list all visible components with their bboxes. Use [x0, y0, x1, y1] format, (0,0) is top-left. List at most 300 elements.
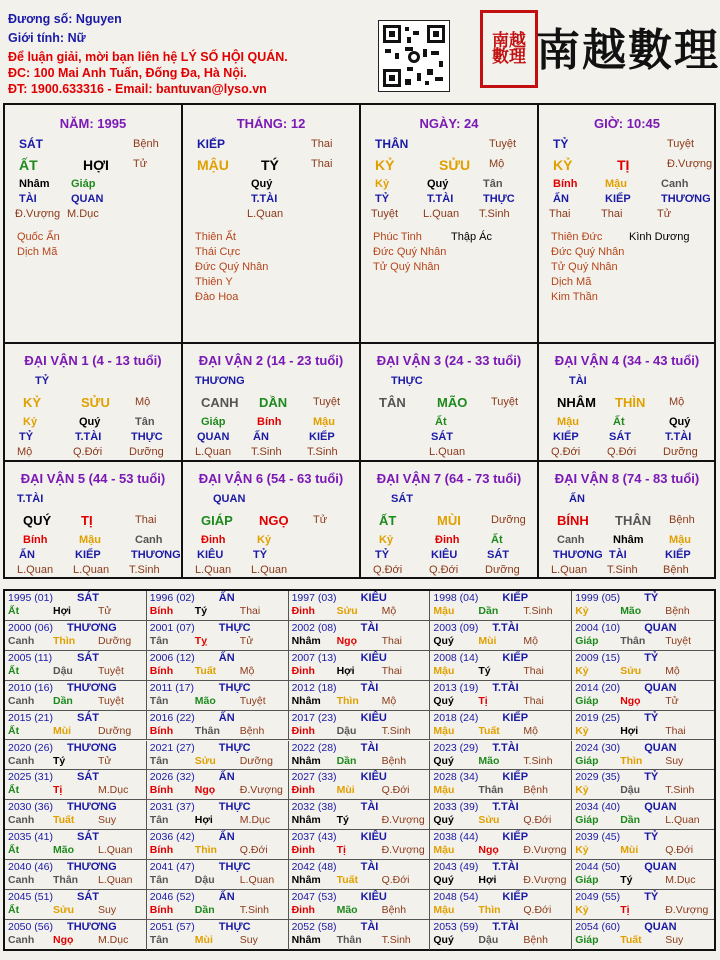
seal-text: 南越數理 — [492, 31, 526, 67]
year-branch: Thìn — [620, 754, 643, 767]
year-cell[interactable] — [572, 591, 714, 621]
pillar-title: THÁNG: 12 — [236, 116, 306, 131]
dai-van-cell[interactable] — [183, 344, 359, 460]
year-label: 2046 (52) — [149, 891, 195, 903]
year-label: 2003 (09) — [433, 621, 479, 634]
year-branch: Thìn — [194, 844, 217, 857]
year-label: 2022 (28) — [291, 741, 337, 754]
year-stem: Canh — [8, 814, 35, 827]
hidden-stem: Ất — [491, 534, 503, 546]
year-label: 2037 (43) — [291, 831, 337, 844]
hidden-stem: Kỷ — [379, 534, 394, 546]
year-cell[interactable] — [572, 651, 714, 681]
qr-code-icon[interactable] — [378, 20, 450, 92]
year-god: TỶ — [644, 891, 659, 903]
year-label: 2015 (21) — [8, 711, 53, 724]
year-god: ẤN — [218, 771, 235, 784]
year-stage: Tuyệt — [665, 634, 692, 647]
year-stem: Quý — [433, 814, 454, 827]
year-god: QUAN — [644, 861, 677, 874]
year-stage: Tuyệt — [239, 694, 266, 707]
year-label: 2036 (42) — [149, 831, 195, 844]
year-stage: Q.Đới — [239, 844, 268, 857]
year-stage: Q.Đới — [381, 784, 410, 797]
annual-luck-table — [3, 589, 716, 951]
year-stem: Đinh — [291, 844, 315, 857]
year-cell[interactable] — [289, 621, 431, 651]
pillar-cell[interactable] — [539, 105, 715, 342]
hidden-stem: Đinh — [435, 534, 460, 546]
year-stage: Suy — [239, 933, 258, 946]
year-cell[interactable] — [572, 621, 714, 651]
dai-van-stem: CANH — [201, 395, 239, 410]
year-branch: Dần — [336, 754, 357, 767]
year-god: ẤN — [218, 831, 235, 844]
hidden-stem: Quý — [251, 178, 273, 190]
year-god: KIẾP — [502, 771, 529, 784]
year-god: SÁT — [77, 711, 99, 724]
dai-van-stage: Mộ — [135, 396, 151, 408]
year-cell[interactable] — [147, 711, 289, 741]
year-cell[interactable] — [572, 800, 714, 830]
dai-van-title: ĐẠI VẬN 1 (4 - 13 tuổi) — [24, 353, 162, 368]
year-stem: Bính — [149, 904, 174, 916]
year-stage: Q.Đới — [381, 874, 410, 887]
dai-van-branch: MÃO — [437, 395, 468, 410]
year-stem: Nhâm — [291, 933, 321, 946]
year-cell[interactable] — [147, 800, 289, 830]
year-cell[interactable] — [572, 741, 714, 771]
year-label: 2048 (54) — [433, 891, 479, 903]
pillar-branch-stage: Tử — [133, 158, 148, 170]
year-branch: Mùi — [620, 844, 639, 857]
hidden-stage: Tuyệt — [371, 208, 399, 220]
year-stage: T.Sinh — [523, 754, 553, 767]
year-cell[interactable] — [147, 770, 289, 800]
year-cell[interactable] — [5, 711, 147, 741]
dai-van-stem: BÍNH — [557, 513, 589, 528]
dai-van-branch: TỊ — [81, 513, 93, 528]
hidden-stem: Ất — [435, 416, 447, 428]
year-label: 2042 (48) — [291, 861, 337, 874]
year-label: 2029 (35) — [575, 771, 621, 784]
year-label: 2025 (31) — [8, 771, 53, 784]
hidden-god: KIẾP — [665, 549, 691, 561]
year-branch: Sửu — [194, 754, 216, 767]
year-branch: Tuất — [478, 724, 500, 737]
year-god: TỶ — [644, 651, 659, 664]
year-label: 2054 (60) — [575, 920, 621, 933]
year-branch: Tý — [194, 605, 208, 617]
year-label: 2009 (15) — [575, 651, 621, 664]
pillar-cell[interactable] — [183, 105, 359, 342]
year-label: 2023 (29) — [433, 741, 479, 754]
year-label: 2018 (24) — [433, 711, 479, 724]
year-cell[interactable] — [5, 770, 147, 800]
star-item: Đức Quý Nhân — [551, 246, 625, 258]
year-branch: Dậu — [478, 933, 499, 946]
year-label: 2038 (44) — [433, 831, 479, 844]
hidden-stage: L.Quan — [195, 446, 232, 458]
hidden-god: ẤN — [253, 431, 269, 443]
year-stage: Suy — [665, 933, 684, 946]
hidden-god: THỰC — [131, 431, 163, 443]
hidden-stage: L.Quan — [423, 208, 460, 220]
year-stem: Kỷ — [575, 605, 589, 617]
star-item: Đức Quý Nhân — [373, 246, 447, 258]
year-cell[interactable] — [289, 920, 431, 950]
year-stem: Mậu — [433, 904, 455, 916]
year-branch: Mão — [478, 754, 500, 767]
year-god: THỰC — [218, 861, 251, 874]
dai-van-stage: Mộ — [669, 396, 685, 408]
year-stem: Ất — [8, 784, 20, 797]
hidden-god: THỰC — [483, 193, 515, 205]
year-label: 2012 (18) — [291, 681, 337, 694]
year-cell[interactable] — [572, 920, 714, 950]
year-stem: Nhâm — [291, 874, 321, 887]
year-label: 2000 (06) — [8, 621, 53, 634]
year-cell[interactable] — [289, 681, 431, 711]
year-stem: Canh — [8, 694, 35, 707]
contact-phone-email: ĐT: 1900.633316 - Email: bantuvan@lyso.vn — [8, 82, 267, 96]
year-stage: Bệnh — [523, 933, 548, 946]
dai-van-cell[interactable] — [361, 462, 537, 578]
year-cell[interactable] — [147, 890, 289, 920]
year-stem: Bính — [149, 664, 174, 677]
year-cell[interactable] — [572, 890, 714, 920]
hidden-stage: Dưỡng — [485, 564, 520, 576]
year-branch: Tị — [478, 694, 488, 707]
year-stage: Mộ — [523, 634, 538, 647]
year-cell[interactable] — [430, 741, 572, 771]
hidden-stage: L.Quan — [429, 446, 466, 458]
star-item: Thái Cực — [195, 246, 241, 258]
star-item: Quốc Ấn — [17, 231, 60, 243]
year-stem: Quý — [433, 754, 454, 767]
year-god: THƯƠNG — [67, 741, 117, 754]
year-cell[interactable] — [289, 830, 431, 860]
year-cell[interactable] — [147, 591, 289, 621]
dai-van-god: TỶ — [35, 375, 50, 387]
year-cell[interactable] — [289, 800, 431, 830]
year-label: 2007 (13) — [291, 651, 337, 664]
hidden-god: KIÊU — [197, 549, 224, 561]
year-stage: Tuyệt — [98, 694, 124, 707]
pillar-branch: TỊ — [617, 157, 630, 173]
year-stage: Mộ — [381, 605, 397, 617]
dai-van-cell[interactable] — [183, 462, 359, 578]
year-god: TỶ — [644, 711, 659, 724]
year-cell[interactable] — [430, 830, 572, 860]
year-branch: Mùi — [194, 933, 213, 946]
hidden-god: TỶ — [253, 549, 268, 561]
year-god: KIÊU — [360, 711, 387, 724]
year-stem: Ất — [8, 664, 20, 677]
year-branch: Tý — [478, 664, 491, 677]
year-stem: Giáp — [575, 634, 599, 647]
year-stem: Canh — [8, 754, 35, 767]
year-label: 2021 (27) — [149, 741, 195, 754]
hidden-stage: Dưỡng — [663, 446, 698, 458]
year-stem: Ất — [8, 844, 20, 857]
star-item: Đào Hoa — [195, 291, 239, 303]
dai-van-cell[interactable] — [361, 344, 537, 460]
hidden-god: ẤN — [19, 549, 35, 561]
dai-van-stage: Tuyệt — [313, 396, 341, 408]
year-stem: Kỷ — [575, 904, 589, 916]
hidden-god: TỶ — [375, 549, 390, 561]
year-god: QUAN — [644, 681, 677, 694]
year-stage: Đ.Vượng — [381, 844, 425, 857]
year-stem: Đinh — [291, 664, 315, 677]
hidden-god: KIẾP — [309, 431, 335, 443]
year-god: SÁT — [77, 831, 99, 844]
year-stage: Suy — [98, 904, 117, 916]
year-stage: T.Sinh — [381, 724, 411, 737]
year-branch: Tý — [336, 814, 349, 827]
year-cell[interactable] — [430, 681, 572, 711]
year-stem: Giáp — [575, 754, 599, 767]
year-cell[interactable] — [289, 711, 431, 741]
year-cell[interactable] — [5, 830, 147, 860]
year-cell[interactable] — [5, 800, 147, 830]
year-branch: Mùi — [478, 634, 497, 647]
brand-calligraphy-logo: 南越數理 — [536, 25, 720, 76]
dai-van-cell[interactable] — [5, 344, 181, 460]
year-stem: Nhâm — [291, 754, 321, 767]
hidden-stem: Ất — [613, 416, 625, 428]
pillar-stage: Tuyệt — [667, 138, 695, 150]
year-cell[interactable] — [289, 651, 431, 681]
year-stage: L.Quan — [665, 814, 700, 827]
year-branch: Hợi — [620, 724, 639, 737]
year-cell[interactable] — [147, 681, 289, 711]
year-label: 2043 (49) — [433, 861, 479, 874]
year-label: 2005 (11) — [8, 651, 53, 664]
year-branch: Dần — [53, 694, 73, 707]
year-stage: Mộ — [665, 664, 680, 677]
year-cell[interactable] — [289, 591, 431, 621]
pillar-cell[interactable] — [5, 105, 181, 342]
dai-van-cell[interactable] — [539, 344, 715, 460]
year-cell[interactable] — [147, 651, 289, 681]
year-stage: Thai — [523, 694, 544, 707]
dai-van-title: ĐẠI VẬN 6 (54 - 63 tuổi) — [198, 471, 344, 486]
year-label: 2050 (56) — [8, 920, 53, 933]
year-cell[interactable] — [289, 770, 431, 800]
pillar-branch-stage: Mộ — [489, 158, 505, 170]
year-god: QUAN — [644, 741, 677, 754]
year-stem: Kỷ — [575, 784, 589, 797]
year-cell[interactable] — [289, 890, 431, 920]
year-cell[interactable] — [430, 621, 572, 651]
year-god: THƯƠNG — [67, 801, 117, 814]
year-stem: Ất — [8, 605, 20, 617]
hidden-stage: Q.Đới — [429, 564, 459, 576]
year-cell[interactable] — [572, 860, 714, 890]
four-pillars-grid — [3, 103, 716, 579]
year-stage: Q.Đới — [523, 814, 552, 827]
hidden-stage: T.Sinh — [129, 564, 160, 576]
hidden-stage: Tử — [657, 208, 672, 220]
year-god: THƯƠNG — [67, 920, 117, 933]
dai-van-title: ĐẠI VẬN 4 (34 - 43 tuổi) — [554, 353, 700, 368]
year-stage: M.Dục — [98, 933, 129, 946]
hidden-stem: Bính — [553, 178, 578, 190]
dai-van-branch: SỬU — [81, 395, 110, 410]
year-cell[interactable] — [572, 711, 714, 741]
dai-van-stem: GIÁP — [201, 513, 233, 528]
year-cell[interactable] — [147, 741, 289, 771]
pillar-stage: Tuyệt — [489, 138, 517, 150]
year-stem: Tân — [149, 754, 169, 767]
year-god: SÁT — [77, 891, 99, 903]
year-cell[interactable] — [430, 711, 572, 741]
year-cell[interactable] — [5, 860, 147, 890]
year-god: T.TÀI — [492, 741, 519, 754]
year-label: 2052 (58) — [291, 920, 337, 933]
year-branch: Mão — [620, 605, 642, 617]
hidden-god: THƯƠNG — [553, 549, 603, 561]
year-cell[interactable] — [289, 860, 431, 890]
year-stage: M.Dục — [98, 784, 129, 797]
year-cell[interactable] — [572, 770, 714, 800]
star-item: Tử Quý Nhân — [373, 261, 440, 273]
hidden-stage: Bệnh — [663, 564, 689, 576]
year-god: T.TÀI — [492, 801, 519, 814]
year-branch: Hợi — [336, 664, 355, 677]
pillar-stage: Thai — [311, 138, 333, 150]
hidden-stem: Mậu — [557, 416, 579, 428]
year-cell[interactable] — [5, 651, 147, 681]
star-item: Dịch Mã — [17, 246, 58, 258]
pillar-cell[interactable] — [361, 105, 537, 342]
year-branch: Tuất — [194, 664, 217, 677]
year-god: T.TÀI — [492, 920, 519, 933]
hidden-stem: Kỷ — [257, 534, 272, 546]
year-label: 2030 (36) — [8, 801, 53, 814]
hidden-god: KIÊU — [431, 549, 458, 561]
year-god: THỰC — [218, 920, 251, 933]
year-label: 2026 (32) — [149, 771, 195, 784]
year-stage: Suy — [98, 814, 117, 827]
year-label: 1996 (02) — [149, 592, 195, 604]
year-cell[interactable] — [5, 741, 147, 771]
star-item: Thiên Ất — [195, 231, 236, 243]
year-cell[interactable] — [5, 890, 147, 920]
year-label: 2016 (22) — [149, 711, 195, 724]
year-cell[interactable] — [430, 860, 572, 890]
year-cell[interactable] — [430, 651, 572, 681]
year-stage: Dưỡng — [98, 724, 132, 737]
year-stem: Kỷ — [575, 664, 589, 677]
red-seal-logo — [480, 10, 538, 88]
year-cell[interactable] — [430, 591, 572, 621]
year-god: TÀI — [360, 681, 379, 694]
year-branch: Tỵ — [194, 634, 208, 647]
year-cell[interactable] — [147, 830, 289, 860]
year-label: 2034 (40) — [575, 801, 621, 814]
year-label: 2002 (08) — [291, 621, 337, 634]
year-stage: Tử — [665, 694, 679, 707]
hidden-stage: Q.Đới — [73, 446, 103, 458]
hidden-god: T.TÀI — [665, 431, 692, 443]
hidden-stem: Mậu — [605, 178, 627, 190]
year-god: TÀI — [360, 861, 379, 874]
year-god: KIẾP — [502, 831, 529, 844]
star-item: Thiên Đức — [551, 231, 603, 243]
year-stage: Mộ — [381, 694, 397, 707]
year-stage: L.Quan — [239, 874, 275, 887]
hidden-god: TÀI — [19, 193, 37, 205]
year-god: KIẾP — [502, 651, 529, 664]
year-cell[interactable] — [430, 920, 572, 950]
hidden-stem: Quý — [427, 178, 449, 190]
year-stem: Giáp — [575, 694, 599, 707]
year-stage: Mộ — [239, 664, 255, 677]
year-cell[interactable] — [430, 770, 572, 800]
year-branch: Tuất — [53, 814, 75, 827]
year-cell[interactable] — [430, 800, 572, 830]
year-branch: Ngọ — [194, 784, 216, 797]
year-stage: Thai — [239, 605, 261, 617]
year-cell[interactable] — [572, 681, 714, 711]
year-cell[interactable] — [572, 830, 714, 860]
year-cell[interactable] — [147, 920, 289, 950]
year-god: TÀI — [360, 920, 379, 933]
year-stem: Canh — [8, 634, 35, 647]
year-stage: Thai — [381, 664, 403, 677]
year-branch: Hợi — [478, 874, 497, 887]
dai-van-cell[interactable] — [539, 462, 715, 578]
hidden-stage: Q.Đới — [551, 446, 581, 458]
year-cell[interactable] — [289, 741, 431, 771]
year-god: TỶ — [644, 831, 659, 844]
year-stem: Kỷ — [575, 844, 589, 857]
year-god: ẤN — [218, 891, 235, 903]
year-god: THỰC — [218, 801, 251, 814]
year-cell[interactable] — [5, 681, 147, 711]
year-cell[interactable] — [5, 621, 147, 651]
year-label: 2020 (26) — [8, 741, 53, 754]
star-item: Dịch Mã — [551, 276, 592, 288]
year-god: TÀI — [360, 741, 379, 754]
dai-van-cell[interactable] — [5, 462, 181, 578]
dai-van-stage: Bệnh — [669, 514, 695, 526]
hidden-stem: Nhâm — [613, 534, 644, 546]
year-cell[interactable] — [5, 591, 147, 621]
year-label: 2033 (39) — [433, 801, 479, 814]
hidden-god: QUAN — [197, 431, 230, 443]
year-cell[interactable] — [147, 621, 289, 651]
hidden-stage: M.Dục — [67, 208, 99, 220]
year-cell[interactable] — [5, 920, 147, 950]
year-label: 2019 (25) — [575, 711, 621, 724]
year-stem: Giáp — [575, 933, 599, 946]
hidden-god: SÁT — [487, 549, 509, 561]
year-branch: Thân — [194, 724, 220, 737]
dai-van-stem: NHÂM — [557, 395, 596, 410]
year-stem: Đinh — [291, 784, 315, 797]
year-label: 2049 (55) — [575, 891, 621, 903]
year-cell[interactable] — [430, 890, 572, 920]
year-branch: Dậu — [336, 724, 357, 737]
year-cell[interactable] — [147, 860, 289, 890]
dai-van-title: ĐẠI VẬN 3 (24 - 33 tuổi) — [376, 353, 522, 368]
hidden-stem: Mậu — [313, 416, 335, 428]
year-stage: Tử — [98, 754, 112, 767]
